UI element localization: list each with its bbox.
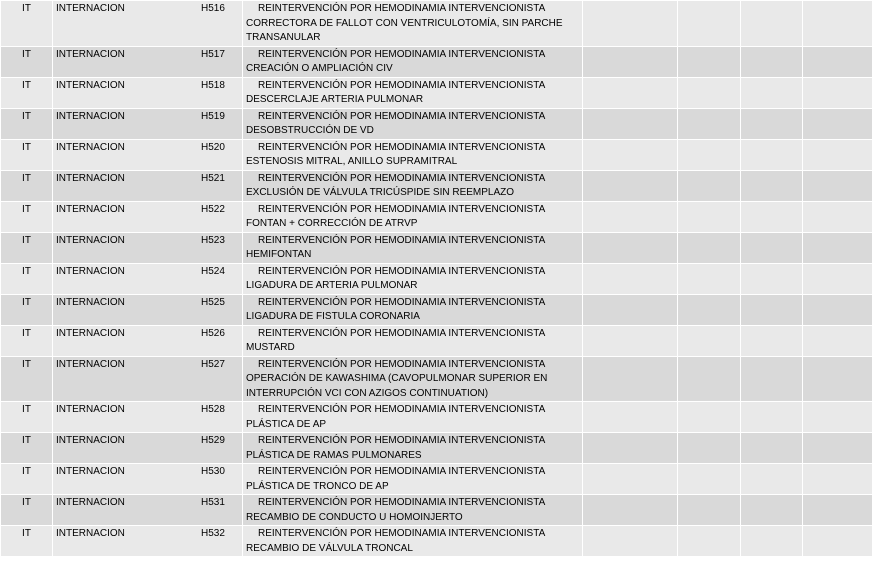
description-line: INTERRUPCIÓN VCI CON AZIGOS CONTINUATION) xyxy=(246,387,489,399)
area-value: INTERNACION xyxy=(56,79,125,91)
description-cell xyxy=(243,170,583,201)
type-cell xyxy=(1,232,53,263)
empty-cell xyxy=(741,201,803,232)
description-line: REINTERVENCIÓN POR HEMODINAMIA INTERVENCIONISTA xyxy=(258,234,546,246)
empty-cell xyxy=(678,495,741,526)
type-value: IT xyxy=(22,435,31,446)
description-line: PLÁSTICA DE RAMAS PULMONARES xyxy=(246,449,422,461)
description-line: REINTERVENCIÓN POR HEMODINAMIA INTERVENCIONISTA xyxy=(258,466,546,477)
code-value: H528 xyxy=(201,404,225,415)
type-cell xyxy=(1,464,53,495)
empty-cell xyxy=(803,294,872,325)
empty-cell xyxy=(803,526,872,557)
area-value: INTERNACION xyxy=(56,404,125,415)
area-cell xyxy=(53,201,243,232)
code-value: H524 xyxy=(201,265,225,277)
description-cell xyxy=(243,294,583,325)
empty-cell xyxy=(583,495,678,526)
empty-cell xyxy=(583,356,678,402)
type-value: IT xyxy=(22,497,31,508)
area-value: INTERNACION xyxy=(56,265,125,277)
empty-cell xyxy=(678,1,741,47)
area-cell xyxy=(53,433,243,464)
empty-cell xyxy=(583,201,678,232)
description-line: REINTERVENCIÓN POR HEMODINAMIA INTERVENCIONISTA xyxy=(258,327,546,339)
description-cell xyxy=(243,325,583,356)
description-line: RECAMBIO DE VÁLVULA TRONCAL xyxy=(246,542,413,554)
type-value: IT xyxy=(22,48,31,60)
empty-cell xyxy=(678,356,741,402)
description-line: REINTERVENCIÓN POR HEMODINAMIA INTERVENCIONISTA xyxy=(258,497,546,508)
type-cell xyxy=(1,201,53,232)
type-value: IT xyxy=(22,528,31,539)
type-cell xyxy=(1,526,53,557)
area-cell xyxy=(53,46,243,77)
empty-cell xyxy=(803,77,872,108)
type-cell xyxy=(1,356,53,402)
table-row xyxy=(1,1,872,47)
description-line: REINTERVENCIÓN POR HEMODINAMIA INTERVENCIONISTA xyxy=(258,435,546,446)
empty-cell xyxy=(803,356,872,402)
description-cell xyxy=(243,77,583,108)
table-row xyxy=(1,170,872,201)
empty-cell xyxy=(803,139,872,170)
type-cell xyxy=(1,77,53,108)
description-line: REINTERVENCIÓN POR HEMODINAMIA INTERVENCIONISTA xyxy=(258,528,546,539)
empty-cell xyxy=(741,1,803,47)
code-value: H523 xyxy=(201,234,225,246)
empty-cell xyxy=(583,433,678,464)
table-row xyxy=(1,402,872,433)
type-cell xyxy=(1,46,53,77)
description-line: OPERACIÓN DE KAWASHIMA (CAVOPULMONAR SUPERIOR EN xyxy=(246,373,548,384)
description-line: HEMIFONTAN xyxy=(246,249,312,260)
type-cell xyxy=(1,1,53,47)
area-cell xyxy=(53,526,243,557)
description-cell xyxy=(243,139,583,170)
area-value: INTERNACION xyxy=(56,234,125,246)
table-body xyxy=(1,1,872,557)
empty-cell xyxy=(803,170,872,201)
code-value: H526 xyxy=(201,327,225,339)
empty-cell xyxy=(741,232,803,263)
area-value: INTERNACION xyxy=(56,141,125,153)
empty-cell xyxy=(583,526,678,557)
description-cell xyxy=(243,356,583,402)
area-cell xyxy=(53,170,243,201)
description-cell xyxy=(243,464,583,495)
description-line: DESOBSTRUCCIÓN DE VD xyxy=(246,125,374,136)
code-value: H525 xyxy=(201,296,225,308)
table-row xyxy=(1,526,872,557)
area-cell xyxy=(53,356,243,402)
area-cell xyxy=(53,495,243,526)
description-cell xyxy=(243,108,583,139)
empty-cell xyxy=(741,170,803,201)
empty-cell xyxy=(803,325,872,356)
type-cell xyxy=(1,402,53,433)
code-value: H529 xyxy=(201,435,225,446)
code-value: H520 xyxy=(201,141,225,153)
area-value: INTERNACION xyxy=(56,528,125,539)
description-line: ESTENOSIS MITRAL, ANILLO SUPRAMITRAL xyxy=(246,156,458,167)
description-line: REINTERVENCIÓN POR HEMODINAMIA INTERVENCIONISTA xyxy=(258,265,546,277)
area-value: INTERNACION xyxy=(56,466,125,477)
description-line: FONTAN + CORRECCIÓN DE ATRVP xyxy=(246,218,418,229)
description-line: REINTERVENCIÓN POR HEMODINAMIA INTERVENCIONISTA xyxy=(258,358,546,370)
description-cell xyxy=(243,1,583,47)
empty-cell xyxy=(678,139,741,170)
type-value: IT xyxy=(22,203,31,215)
empty-cell xyxy=(583,77,678,108)
area-value: INTERNACION xyxy=(56,358,125,370)
type-cell xyxy=(1,294,53,325)
description-cell xyxy=(243,402,583,433)
type-value: IT xyxy=(22,3,31,14)
table-row xyxy=(1,108,872,139)
type-cell xyxy=(1,139,53,170)
code-value: H522 xyxy=(201,203,225,215)
description-line: REINTERVENCIÓN POR HEMODINAMIA INTERVENCIONISTA xyxy=(258,141,546,153)
description-line: LIGADURA DE ARTERIA PULMONAR xyxy=(246,280,418,291)
description-cell xyxy=(243,526,583,557)
empty-cell xyxy=(803,495,872,526)
empty-cell xyxy=(741,356,803,402)
description-line: DESCERCLAJE ARTERIA PULMONAR xyxy=(246,94,424,105)
description-line: PLÁSTICA DE AP xyxy=(246,418,327,430)
empty-cell xyxy=(803,433,872,464)
type-cell xyxy=(1,433,53,464)
type-value: IT xyxy=(22,110,31,122)
area-value: INTERNACION xyxy=(56,435,125,446)
area-cell xyxy=(53,325,243,356)
empty-cell xyxy=(678,232,741,263)
type-cell xyxy=(1,170,53,201)
empty-cell xyxy=(583,108,678,139)
table-row xyxy=(1,77,872,108)
empty-cell xyxy=(678,325,741,356)
empty-cell xyxy=(678,108,741,139)
type-value: IT xyxy=(22,358,31,370)
empty-cell xyxy=(583,46,678,77)
empty-cell xyxy=(678,526,741,557)
empty-cell xyxy=(678,263,741,294)
description-cell xyxy=(243,495,583,526)
table-row xyxy=(1,263,872,294)
empty-cell xyxy=(803,263,872,294)
empty-cell xyxy=(678,201,741,232)
empty-cell xyxy=(678,170,741,201)
description-cell xyxy=(243,433,583,464)
empty-cell xyxy=(678,77,741,108)
area-cell xyxy=(53,1,243,47)
empty-cell xyxy=(583,325,678,356)
empty-cell xyxy=(678,294,741,325)
type-value: IT xyxy=(22,404,31,415)
type-cell xyxy=(1,495,53,526)
area-value: INTERNACION xyxy=(56,172,125,184)
description-line: REINTERVENCIÓN POR HEMODINAMIA INTERVENCIONISTA xyxy=(258,172,546,184)
table-row xyxy=(1,356,872,402)
code-value: H530 xyxy=(201,466,225,477)
type-value: IT xyxy=(22,172,31,184)
table-row xyxy=(1,201,872,232)
empty-cell xyxy=(583,232,678,263)
empty-cell xyxy=(803,232,872,263)
table-row xyxy=(1,325,872,356)
type-value: IT xyxy=(22,79,31,91)
description-line: LIGADURA DE FISTULA CORONARIA xyxy=(246,311,420,322)
type-value: IT xyxy=(22,234,31,246)
code-value: H521 xyxy=(201,172,225,184)
type-value: IT xyxy=(22,141,31,153)
table-row xyxy=(1,139,872,170)
description-cell xyxy=(243,232,583,263)
empty-cell xyxy=(678,464,741,495)
empty-cell xyxy=(803,402,872,433)
empty-cell xyxy=(583,294,678,325)
description-cell xyxy=(243,263,583,294)
empty-cell xyxy=(741,495,803,526)
area-cell xyxy=(53,108,243,139)
empty-cell xyxy=(803,1,872,47)
empty-cell xyxy=(583,1,678,47)
empty-cell xyxy=(741,402,803,433)
description-line: REINTERVENCIÓN POR HEMODINAMIA INTERVENCIONISTA xyxy=(258,79,546,91)
description-line: REINTERVENCIÓN POR HEMODINAMIA INTERVENCIONISTA xyxy=(258,404,546,415)
type-value: IT xyxy=(22,265,31,277)
type-value: IT xyxy=(22,296,31,308)
description-line: CORRECTORA DE FALLOT CON VENTRICULOTOMÍA, SIN PARCHE xyxy=(246,17,563,29)
area-cell xyxy=(53,294,243,325)
description-line: REINTERVENCIÓN POR HEMODINAMIA INTERVENCIONISTA xyxy=(258,110,546,122)
code-value: H531 xyxy=(201,497,225,508)
empty-cell xyxy=(678,46,741,77)
empty-cell xyxy=(741,46,803,77)
empty-cell xyxy=(741,526,803,557)
code-value: H519 xyxy=(201,110,225,122)
area-value: INTERNACION xyxy=(56,296,125,308)
empty-cell xyxy=(678,433,741,464)
empty-cell xyxy=(741,139,803,170)
description-line: MUSTARD xyxy=(246,342,295,353)
empty-cell xyxy=(583,464,678,495)
description-line: CREACIÓN O AMPLIACIÓN CIV xyxy=(246,63,393,74)
empty-cell xyxy=(678,402,741,433)
table-row xyxy=(1,46,872,77)
code-value: H527 xyxy=(201,358,225,370)
area-value: INTERNACION xyxy=(56,110,125,122)
description-line: REINTERVENCIÓN POR HEMODINAMIA INTERVENCIONISTA xyxy=(258,3,546,14)
empty-cell xyxy=(803,108,872,139)
empty-cell xyxy=(741,433,803,464)
description-line: REINTERVENCIÓN POR HEMODINAMIA INTERVENCIONISTA xyxy=(258,48,546,60)
area-value: INTERNACION xyxy=(56,497,125,508)
empty-cell xyxy=(583,402,678,433)
code-value: H518 xyxy=(201,79,225,91)
description-line: REINTERVENCIÓN POR HEMODINAMIA INTERVENCIONISTA xyxy=(258,203,546,215)
area-cell xyxy=(53,464,243,495)
area-cell xyxy=(53,232,243,263)
description-line: REINTERVENCIÓN POR HEMODINAMIA INTERVENCIONISTA xyxy=(258,296,546,308)
description-line: RECAMBIO DE CONDUCTO U HOMOINJERTO xyxy=(246,511,463,523)
type-cell xyxy=(1,263,53,294)
empty-cell xyxy=(741,77,803,108)
area-value: INTERNACION xyxy=(56,48,125,60)
type-cell xyxy=(1,325,53,356)
description-cell xyxy=(243,46,583,77)
code-value: H516 xyxy=(201,3,225,14)
area-value: INTERNACION xyxy=(56,203,125,215)
description-line: EXCLUSIÓN DE VÁLVULA TRICÚSPIDE SIN REEMPLAZO xyxy=(246,187,515,198)
description-cell xyxy=(243,201,583,232)
table-row xyxy=(1,433,872,464)
area-cell xyxy=(53,263,243,294)
empty-cell xyxy=(741,108,803,139)
area-cell xyxy=(53,402,243,433)
table-row xyxy=(1,294,872,325)
empty-cell xyxy=(803,46,872,77)
empty-cell xyxy=(583,139,678,170)
empty-cell xyxy=(803,464,872,495)
table-row xyxy=(1,464,872,495)
area-cell xyxy=(53,77,243,108)
empty-cell xyxy=(741,263,803,294)
area-value: INTERNACION xyxy=(56,3,125,14)
table-row xyxy=(1,495,872,526)
empty-cell xyxy=(583,170,678,201)
type-value: IT xyxy=(22,327,31,339)
type-cell xyxy=(1,108,53,139)
empty-cell xyxy=(741,464,803,495)
empty-cell xyxy=(741,325,803,356)
area-cell xyxy=(53,139,243,170)
description-line: PLÁSTICA DE TRONCO DE AP xyxy=(246,480,389,492)
empty-cell xyxy=(583,263,678,294)
area-value: INTERNACION xyxy=(56,327,125,339)
table-row xyxy=(1,232,872,263)
code-value: H532 xyxy=(201,528,225,539)
description-line: TRANSANULAR xyxy=(246,32,321,43)
empty-cell xyxy=(803,201,872,232)
code-value: H517 xyxy=(201,48,225,60)
empty-cell xyxy=(741,294,803,325)
type-value: IT xyxy=(22,466,31,477)
